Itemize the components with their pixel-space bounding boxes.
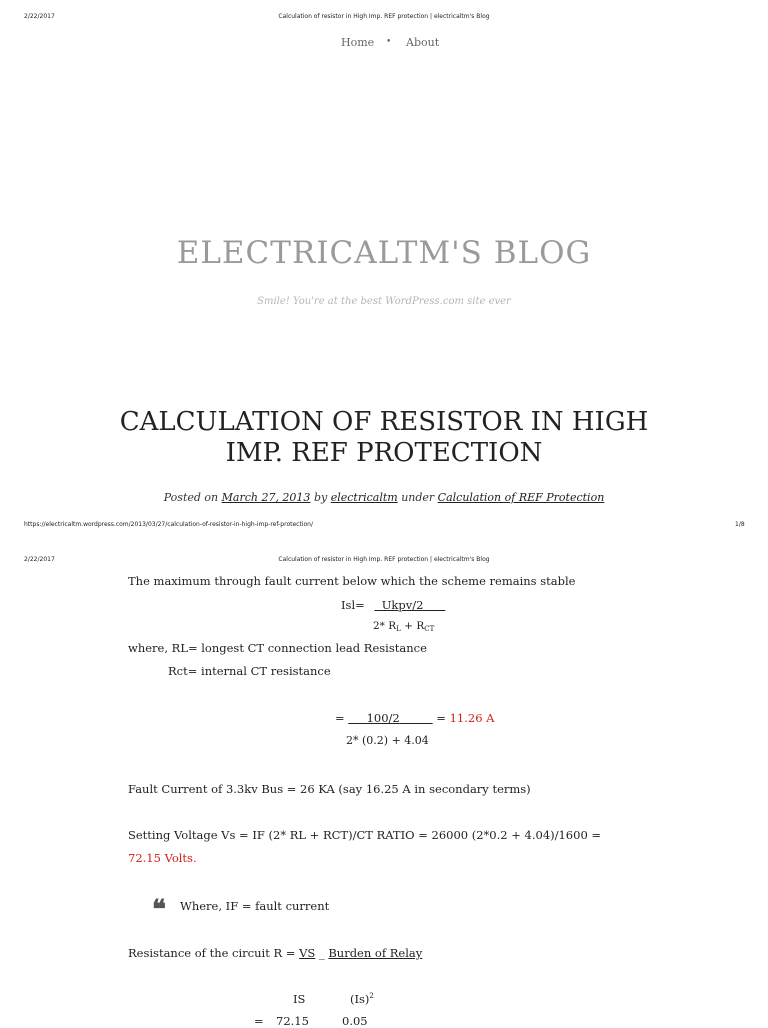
calc-result: 11.26 A [449,711,495,725]
meta-by: by [313,491,328,504]
is-denominator: 2* $R_L + R_{CT}$ [373,620,435,633]
quote-text: Where, IF = fault current [180,899,330,913]
print-page-title-2: Calculation of resistor in High Imp. REF protection | electricaltm's Blog [278,556,490,563]
quote-icon: ❝ [152,895,166,925]
fault-current-text: Fault Current of 3.3kv Bus = 26 KA (say 16.25 A in secondary terms) [128,782,531,796]
print-url: https://electricaltm.wordpress.com/2013/03/27/calculation-of-resistor-in-high-imp-ref-protection/ [24,521,313,528]
print-page-title: Calculation of resistor in High Imp. REF protection | electricaltm's Blog [278,13,490,20]
post-meta [0,491,768,504]
blog-title[interactable]: ELECTRICALTM'S BLOG [176,235,592,271]
meta-date-link[interactable]: March 27, 2013 [221,491,311,504]
print-page-number: 1/8 [735,521,745,528]
meta-under: under [401,491,435,504]
meta-posted-on: Posted on [163,491,219,504]
calc-denominator: 2* (0.2) + 4.04 [346,734,429,747]
stability-text: The maximum through fault current below which the scheme remains stable [128,574,576,588]
resistance-line: Resistance of the circuit R = VS _ Burden of Relay [128,946,423,960]
where-rct: Rct= internal CT resistance [168,664,331,678]
where-rl: where, RL= longest CT connection lead Resistance [128,641,427,655]
nav-separator: • [386,37,392,47]
r-is-label: IS [293,992,306,1006]
r-is-squared: $(Is)^2$ [350,992,374,1006]
meta-category-link[interactable]: Calculation of REF Protection [437,491,605,504]
blog-tagline: Smile! You're at the best WordPress.com site ever [257,296,511,307]
r-numerator-2: 0.05 [342,1014,368,1028]
is-numerator: Ukpv/2 [381,598,424,612]
main-nav [341,36,374,49]
r-numerator-1: 72.15 [276,1014,309,1028]
post-title-line-1: CALCULATION OF RESISTOR IN HIGH [119,407,649,437]
calc-numerator: 100/2 [366,711,400,725]
print-date: 2/22/2017 [24,13,55,20]
burden-of-relay: Burden of Relay [328,946,423,960]
r-equals: = [254,1014,264,1028]
calc-equation: = 100/2 = 11.26 A [335,711,495,725]
is-label: Isl= [341,598,365,612]
meta-author-link[interactable]: electricaltm [330,491,398,504]
setting-voltage-text: Setting Voltage Vs = IF (2* RL + RCT)/CT RATIO = 26000 (2*0.2 + 4.04)/1600 = [128,828,602,842]
nav-home-link[interactable]: Home [341,36,375,49]
post-title-line-2: IMP. REF PROTECTION [225,438,543,468]
print-date-2: 2/22/2017 [24,556,55,563]
is-formula [341,598,447,612]
setting-voltage-result: 72.15 Volts. [128,851,197,865]
post-title [0,407,768,469]
nav-about-link[interactable]: About [406,36,440,49]
